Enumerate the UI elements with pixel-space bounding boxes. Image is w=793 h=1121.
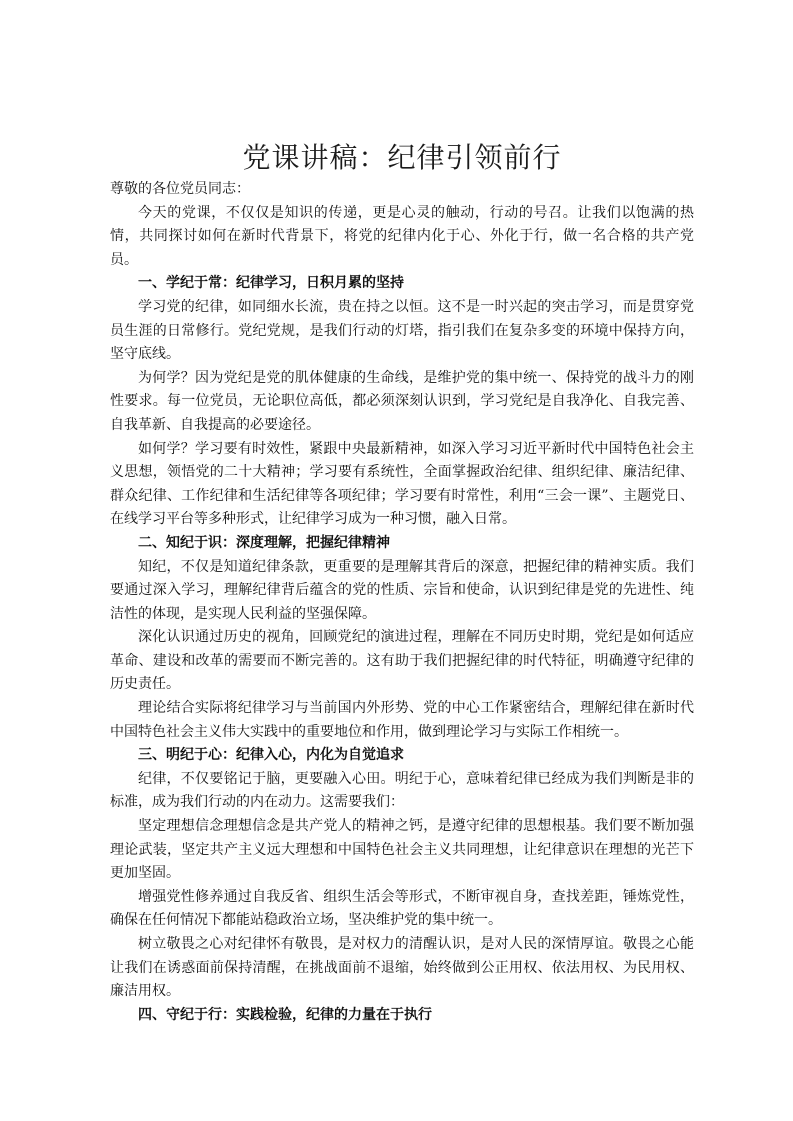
- section-heading-1: 一、学纪于常：纪律学习，日积月累的坚持: [138, 275, 404, 292]
- page-title: 党课讲稿：纪律引领前行: [242, 141, 562, 174]
- section-3-paragraph-4: 树立敬畏之心对纪律怀有敬畏，是对权力的清醒认识，是对人民的深情厚谊。敬畏之心能让我们在诱惑面前保持清醒，在挑战面前不退缩，始终做到公正用权、依法用权、为民用权、廉洁用权。: [110, 936, 694, 1000]
- section-1-paragraph-2: 为何学？因为党纪是党的肌体健康的生命线，是维护党的集中统一、保持党的战斗力的刚性要求。每一位党员，无论职位高低，都必须深刻认识到，学习党纪是自我净化、自我完善、自我革新、自我提高的必要途径。: [110, 369, 694, 433]
- section-1-paragraph-3: 如何学？学习要有时效性，紧跟中央最新精神，如深入学习习近平新时代中国特色社会主义思想，领悟党的二十大精神；学习要有系统性，全面掌握政治纪律、组织纪律、廉洁纪律、群众纪律、工作纪律和生活纪律等各项纪律；学习要有时常性，利用“三会一课”、主题党日、在线学习平台等多种形式，让纪律学习成为一种习惯，融入日常。: [110, 440, 694, 528]
- section-heading-2: 二、知纪于识：深度理解，把握纪律精神: [138, 534, 390, 551]
- greeting: 尊敬的各位党员同志：: [110, 181, 250, 197]
- section-3-paragraph-2: 坚定理想信念理想信念是共产党人的精神之钙，是遵守纪律的思想根基。我们要不断加强理论武装，坚定共产主义远大理想和中国特色社会主义共同理想，让纪律意识在理想的光芒下更加坚固。: [110, 818, 694, 882]
- section-heading-3: 三、明纪于心：纪律入心，内化为自觉追求: [138, 747, 404, 764]
- section-1-paragraph-1: 学习党的纪律，如同细水长流，贵在持之以恒。这不是一时兴起的突击学习，而是贯穿党员生涯的日常修行。党纪党规，是我们行动的灯塔，指引我们在复杂多变的环境中保持方向，坚守底线。: [110, 298, 694, 363]
- document-page: [110, 138, 694, 1027]
- section-3-paragraph-3: 增强党性修养通过自我反省、组织生活会等形式，不断审视自身，查找差距，锤炼党性，确保在任何情况下都能站稳政治立场，坚决维护党的集中统一。: [110, 888, 694, 929]
- intro-paragraph: 今天的党课，不仅仅是知识的传递，更是心灵的触动，行动的号召。让我们以饱满的热情，共同探讨如何在新时代背景下，将党的纪律内化于心、外化于行，做一名合格的共产党员。: [110, 204, 694, 268]
- section-3-paragraph-1: 纪律，不仅要铭记于脑，更要融入心田。明纪于心，意味着纪律已经成为我们判断是非的标准，成为我们行动的内在动力。这需要我们：: [110, 770, 694, 811]
- section-2-paragraph-3: 理论结合实际将纪律学习与当前国内外形势、党的中心工作紧密结合，理解纪律在新时代中国特色社会主义伟大实践中的重要地位和作用，做到理论学习与实际工作相统一。: [110, 700, 694, 740]
- section-2-paragraph-1: 知纪，不仅是知道纪律条款，更重要的是理解其背后的深意，把握纪律的精神实质。我们要通过深入学习，理解纪律背后蕴含的党的性质、宗旨和使命，认识到纪律是党的先进性、纯洁性的体现，是实现人民利益的坚强保障。: [110, 558, 694, 622]
- section-2-paragraph-2: 深化认识通过历史的视角，回顾党纪的演进过程，理解在不同历史时期，党纪是如何适应革命、建设和改革的需要而不断完善的。这有助于我们把握纪律的时代特征，明确遵守纪律的历史责任。: [110, 629, 694, 693]
- section-heading-4: 四、守纪于行：实践检验，纪律的力量在于执行: [138, 1006, 432, 1023]
